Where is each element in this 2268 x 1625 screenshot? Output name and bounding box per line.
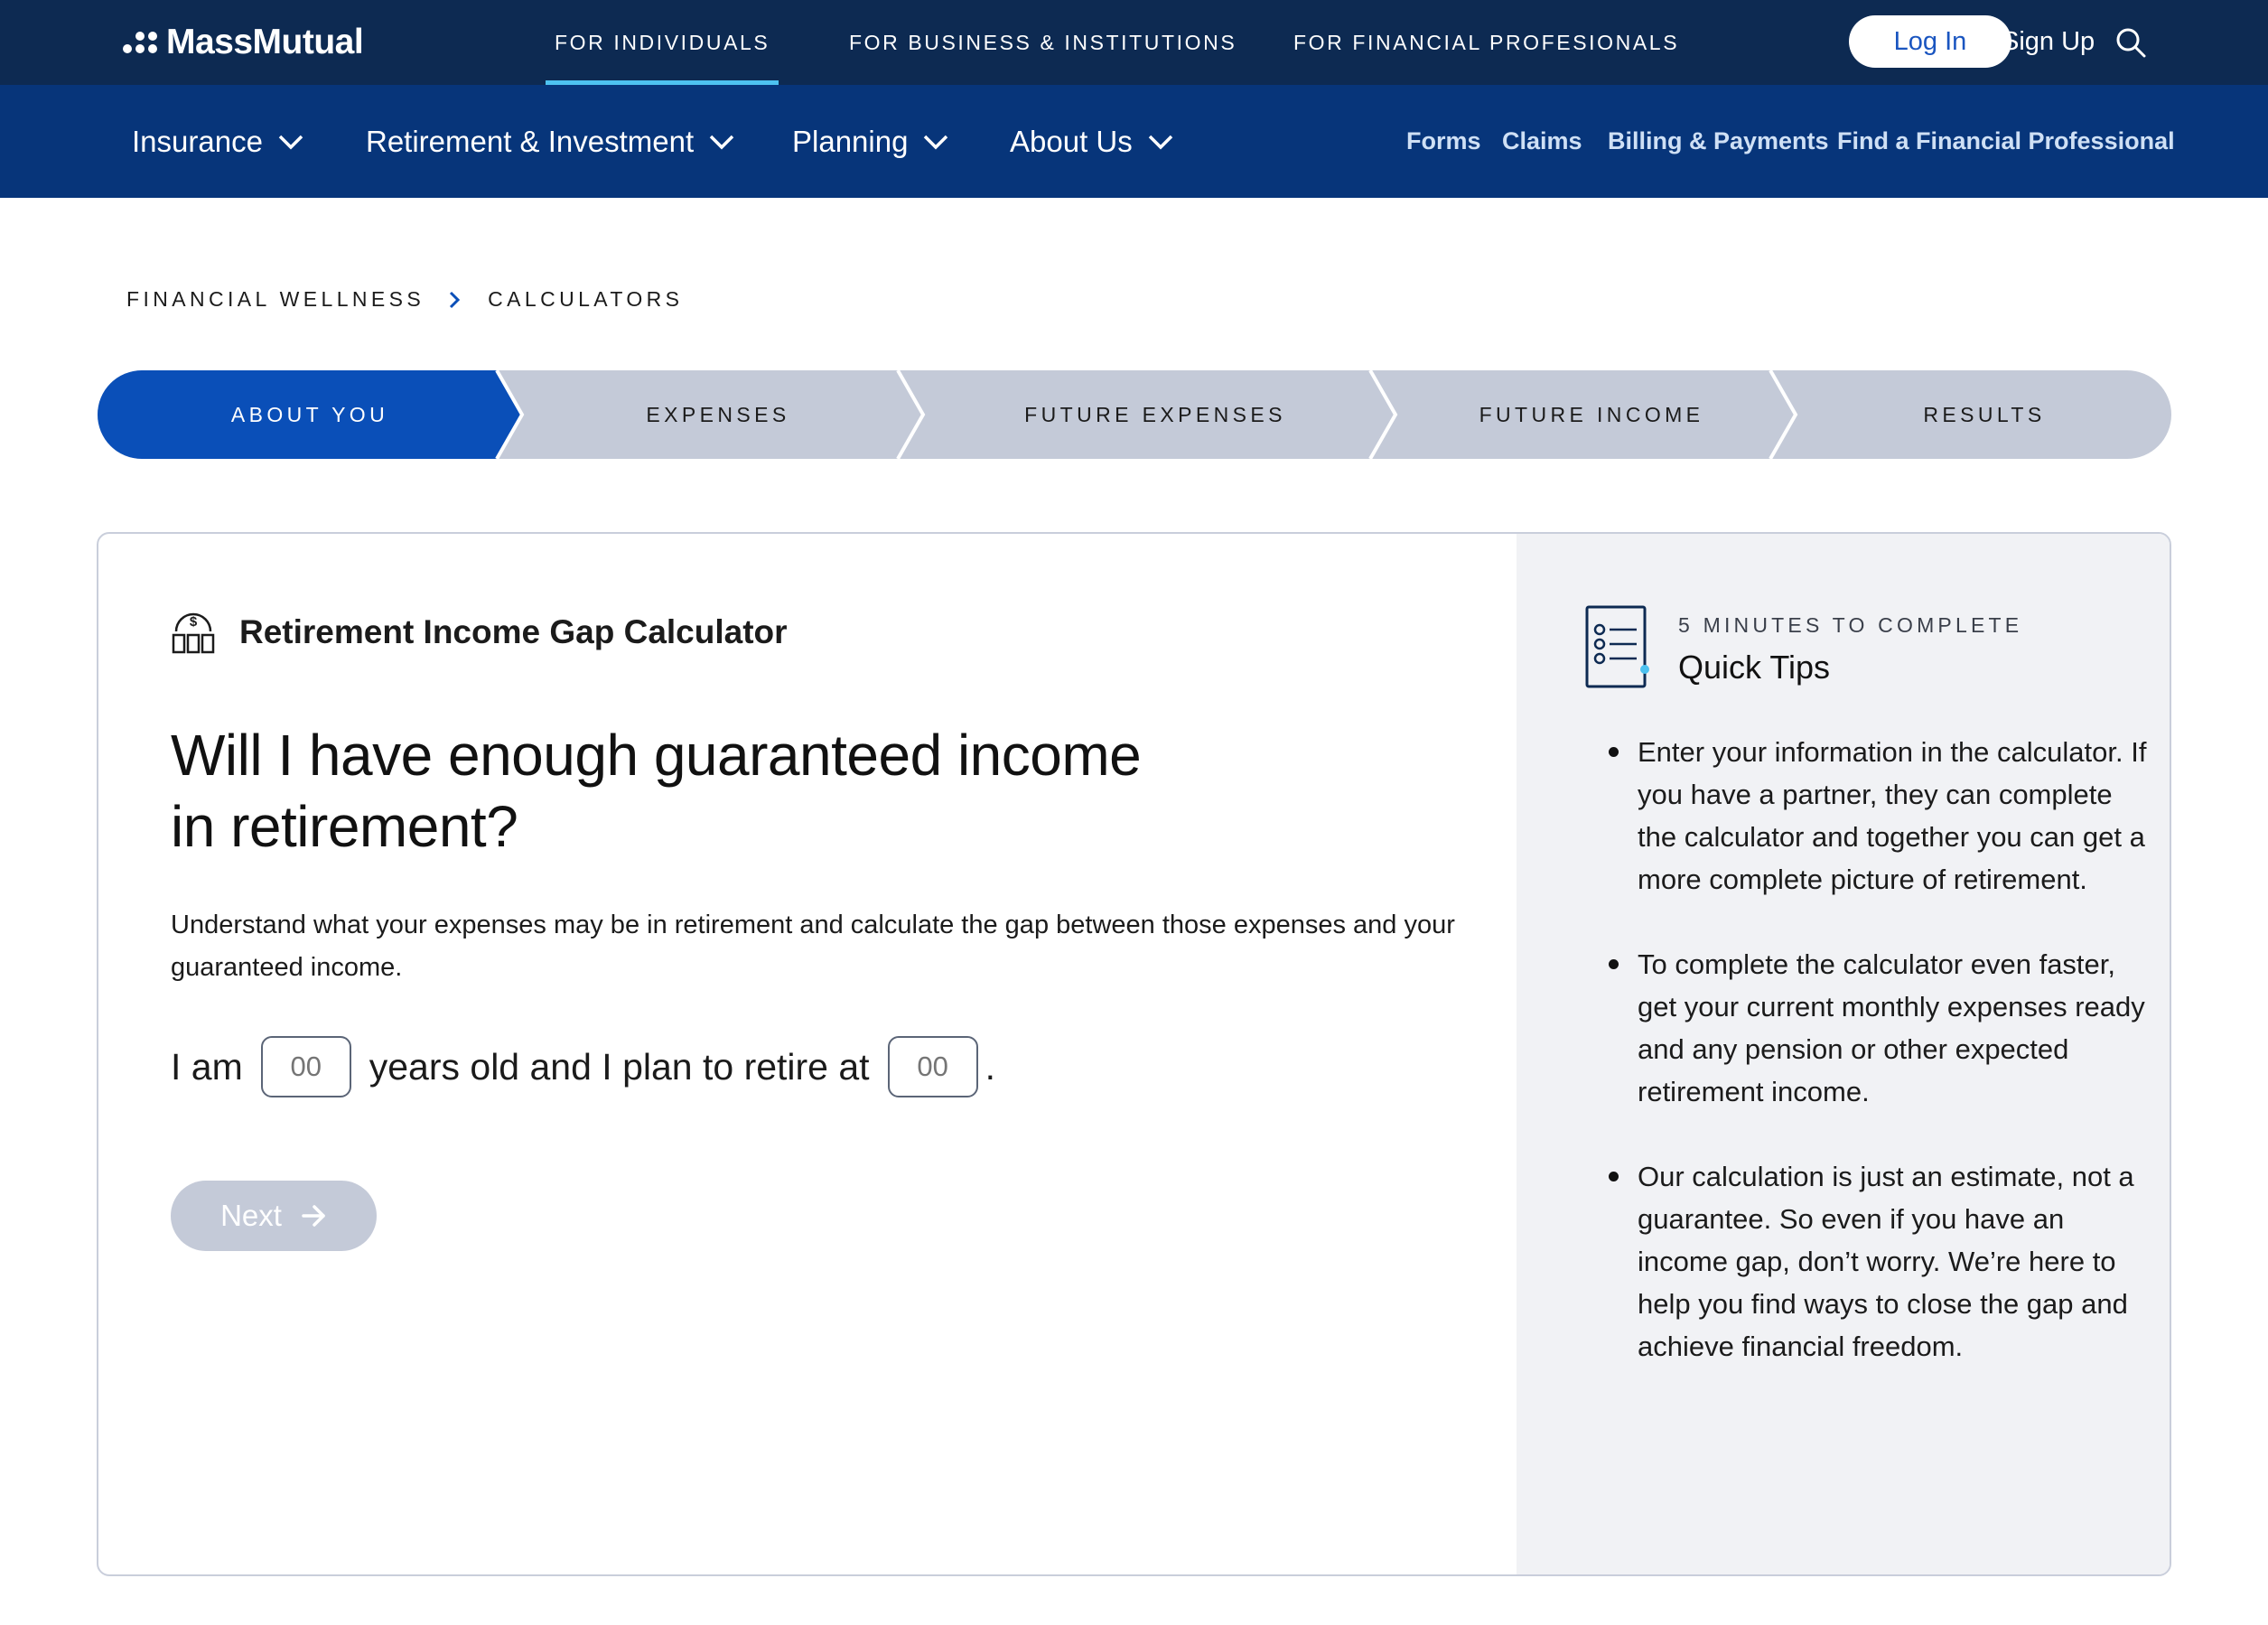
find-financial-professional-link[interactable]: Find a Financial Professional	[1837, 127, 2175, 154]
retirement-age-input[interactable]	[888, 1036, 978, 1097]
forms-link[interactable]: Forms	[1406, 127, 1481, 154]
nav-retirement-label: Retirement & Investment	[366, 124, 695, 158]
calculator-title: Retirement Income Gap Calculator	[239, 613, 788, 650]
checklist-icon	[1584, 604, 1651, 691]
arrow-right-icon	[302, 1204, 327, 1228]
audience-tab-individuals[interactable]: FOR INDIVIDUALS	[555, 0, 770, 85]
step-future-income[interactable]: FUTURE INCOME	[1479, 402, 1704, 426]
step-expenses[interactable]: EXPENSES	[646, 402, 790, 426]
billing-payments-link[interactable]: Billing & Payments	[1608, 127, 1829, 154]
nav-insurance[interactable]	[132, 85, 304, 198]
search-icon[interactable]	[2115, 27, 2146, 58]
calculator-intro: Understand what your expenses may be in retirement and calculate the gap between those expenses and your guaranteed income.	[171, 911, 1455, 982]
age-sentence	[171, 1035, 995, 1098]
age-middle-text: years old and I plan to retire at	[369, 1045, 870, 1088]
log-in-button[interactable]: Log In	[1849, 15, 2011, 68]
svg-text:$: $	[189, 614, 198, 630]
massmutual-logo[interactable]	[123, 22, 363, 63]
current-age-input[interactable]	[261, 1036, 351, 1097]
sign-up-link[interactable]: Sign Up	[2002, 27, 2095, 56]
nav-retirement-investment[interactable]	[366, 85, 735, 198]
main-navigation	[0, 85, 2268, 198]
logo-dots-icon	[123, 29, 157, 56]
chevron-down-icon	[1147, 133, 1174, 151]
nav-planning-label: Planning	[792, 124, 909, 158]
tip-item: Our calculation is just an estimate, not a guarantee. So even if you have an income gap, don’t worry. We’re here to help you find ways to close the gap and achieve financial freedom.	[1607, 1155, 2149, 1368]
calculator-question	[171, 720, 1255, 863]
bank-coins-icon	[171, 608, 216, 655]
logo-wordmark: MassMutual	[166, 23, 364, 61]
chevron-down-icon	[708, 133, 735, 151]
breadcrumb-calculators[interactable]: CALCULATORS	[488, 287, 684, 311]
chevron-right-icon	[446, 290, 462, 310]
progress-steps	[98, 370, 2171, 459]
breadcrumb-financial-wellness[interactable]: FINANCIAL WELLNESS	[126, 287, 425, 311]
audience-tab-professionals[interactable]: FOR FINANCIAL PROFESIONALS	[1293, 30, 1680, 54]
chevron-down-icon	[277, 133, 304, 151]
claims-link[interactable]: Claims	[1502, 127, 1582, 154]
tips-kicker: 5 MINUTES TO COMPLETE	[1678, 613, 2023, 637]
top-utility-bar	[0, 0, 2268, 85]
calculator-card	[97, 532, 2171, 1576]
step-results[interactable]: RESULTS	[1923, 402, 2046, 426]
tip-item: To complete the calculator even faster, get your current monthly expenses ready and any pension or other expected retirement income.	[1607, 943, 2149, 1113]
audience-tab-business[interactable]: FOR BUSINESS & INSTITUTIONS	[849, 30, 1237, 54]
tip-item: Enter your information in the calculator. If you have a partner, they can complete the calculator and together you can get a more complete picture of retirement.	[1607, 731, 2149, 901]
nav-about-us[interactable]	[1010, 85, 1174, 198]
next-button[interactable]	[171, 1181, 377, 1251]
nav-planning[interactable]	[792, 85, 949, 198]
tips-list	[1607, 731, 2149, 1410]
age-prefix-text: I am	[171, 1045, 243, 1088]
chevron-down-icon	[922, 133, 949, 151]
tips-title: Quick Tips	[1678, 649, 1831, 686]
next-button-label: Next	[220, 1199, 282, 1232]
age-suffix-text: .	[985, 1045, 995, 1088]
nav-insurance-label: Insurance	[132, 124, 263, 158]
breadcrumb	[126, 287, 683, 312]
question-line-2: in retirement?	[171, 794, 518, 859]
nav-about-label: About Us	[1010, 124, 1133, 158]
step-future-expenses[interactable]: FUTURE EXPENSES	[1024, 402, 1286, 426]
step-about-you[interactable]: ABOUT YOU	[230, 402, 389, 426]
question-line-1: Will I have enough guaranteed income	[171, 723, 1142, 788]
